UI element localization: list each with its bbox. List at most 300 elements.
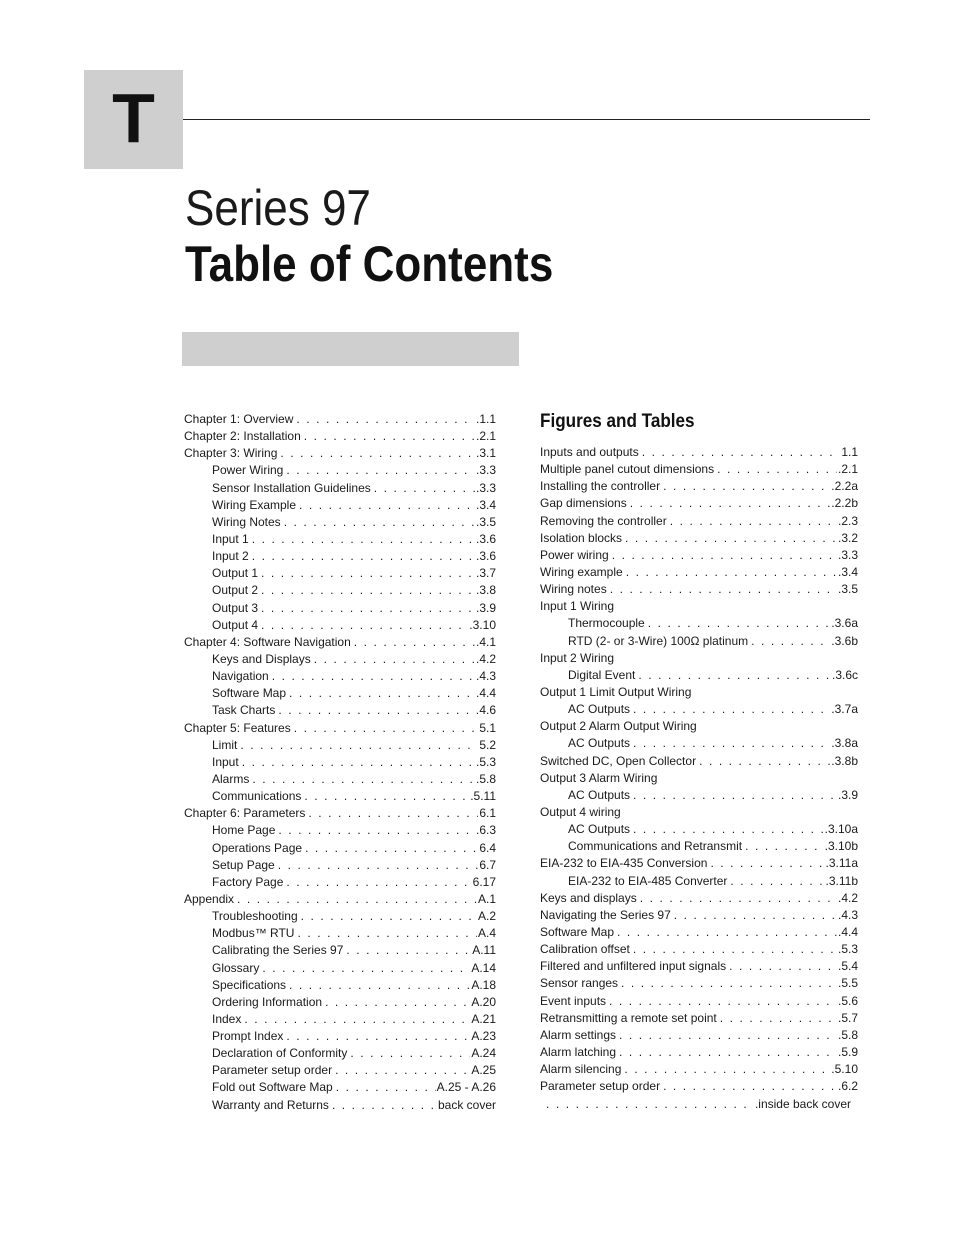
entry-label: Input — [212, 754, 239, 769]
toc-entry[interactable] — [184, 582, 496, 599]
dot-leader — [346, 942, 471, 959]
entry-label: Thermocouple — [568, 616, 645, 631]
entry-label: Wiring Example — [212, 497, 297, 512]
dot-leader — [308, 805, 478, 822]
entry-label: Communications — [212, 789, 302, 804]
entry-label: Inputs and outputs — [540, 445, 639, 459]
dot-leader — [237, 891, 477, 908]
toc-entry[interactable] — [184, 702, 496, 719]
entry-label: Navigating the Series 97 — [540, 907, 671, 922]
entry-label: Keys and Displays — [212, 651, 311, 666]
toc-entry[interactable] — [184, 771, 496, 788]
entry-label: Output 3 — [212, 600, 259, 615]
entry-label: Parameter setup order — [540, 1079, 661, 1094]
dot-leader — [278, 857, 479, 874]
entry-label: Chapter 3: Wiring — [184, 446, 278, 461]
entry-page: .3.6a — [831, 616, 858, 631]
toc-entry[interactable] — [184, 428, 496, 445]
dot-leader — [663, 478, 830, 495]
dot-leader — [278, 822, 475, 839]
entry-label: Sensor Installation Guidelines — [212, 480, 371, 495]
entry-label: Appendix — [184, 891, 235, 906]
dot-leader — [609, 993, 837, 1010]
entry-page: A.2 — [477, 909, 496, 924]
dot-leader — [624, 1061, 830, 1078]
entry-page: 6.4 — [479, 840, 496, 855]
entry-page: .5.3 — [837, 942, 858, 957]
entry-page: .5.4 — [837, 959, 858, 974]
entry-page: .5.7 — [837, 1010, 858, 1025]
toc-entry[interactable] — [540, 975, 858, 992]
dot-leader — [699, 753, 830, 770]
dot-leader — [638, 667, 831, 684]
entry-label: Alarm silencing — [540, 1062, 622, 1077]
entry-label: RTD (2- or 3-Wire) 100Ω platinum — [568, 633, 749, 648]
dot-leader — [304, 788, 469, 805]
entry-label: Output 3 Alarm Wiring — [540, 770, 658, 785]
dot-leader — [610, 581, 837, 598]
dot-leader — [633, 787, 837, 804]
entry-label: Retransmitting a remote set point — [540, 1010, 717, 1025]
toc-entry[interactable] — [540, 787, 858, 804]
entry-label: Warranty and Returns — [212, 1097, 329, 1112]
entry-label: Keys and displays — [540, 890, 637, 905]
toc-entry[interactable] — [184, 1079, 496, 1096]
entry-label: Chapter 1: Overview — [184, 412, 294, 426]
toc-entry[interactable] — [540, 547, 858, 564]
toc-entry[interactable] — [540, 1044, 858, 1061]
decorative-bar — [182, 332, 519, 366]
toc-entry[interactable] — [184, 908, 496, 925]
entry-label: Input 1 Wiring — [540, 599, 615, 614]
entry-page: A.4 — [477, 926, 496, 941]
entry-label: Wiring example — [540, 564, 623, 579]
entry-label: Chapter 6: Parameters — [184, 806, 306, 821]
entry-page: .5.8 — [837, 1027, 858, 1042]
entry-page: .3.7a — [831, 702, 858, 717]
entry-page: .4.3 — [475, 669, 496, 684]
entry-label: Navigation — [212, 669, 269, 684]
entry-page: .2.1 — [837, 462, 858, 477]
toc-entry[interactable] — [184, 548, 496, 565]
dot-leader — [335, 1062, 470, 1079]
toc-entry[interactable] — [540, 958, 858, 975]
entry-page: .3.4 — [837, 564, 858, 579]
page-title-series: Series 97 — [185, 180, 371, 236]
dot-leader — [626, 564, 837, 581]
entry-label: Communications and Retransmit — [568, 839, 743, 854]
entry-page: A.11 — [472, 943, 496, 958]
dot-leader — [710, 855, 824, 872]
entry-label: Calibrating the Series 97 — [212, 943, 344, 958]
entry-label: Alarm latching — [540, 1044, 617, 1059]
toc-entry[interactable] — [540, 581, 858, 598]
toc-entry[interactable] — [184, 600, 496, 617]
toc-entry[interactable] — [540, 718, 858, 735]
dot-leader — [314, 651, 475, 668]
entry-label: Digital Event — [568, 667, 636, 682]
toc-entry[interactable] — [184, 960, 496, 977]
toc-entry[interactable] — [540, 564, 858, 581]
dot-leader — [261, 582, 475, 599]
dot-leader — [252, 531, 475, 548]
dot-leader — [619, 1044, 837, 1061]
toc-entry[interactable] — [540, 615, 858, 632]
toc-entry[interactable] — [540, 770, 858, 787]
entry-page: .2.1 — [475, 429, 496, 444]
dot-leader — [296, 411, 475, 428]
toc-entry[interactable] — [184, 617, 496, 634]
toc-entry[interactable] — [184, 977, 496, 994]
toc-entry[interactable] — [540, 1027, 858, 1044]
toc-entry[interactable] — [184, 497, 496, 514]
entry-page: A.21 — [471, 1011, 496, 1026]
entry-page: .4.2 — [837, 890, 858, 905]
entry-page: .3.2 — [837, 530, 858, 545]
dot-leader — [286, 1028, 470, 1045]
entry-label: Software Map — [540, 924, 615, 939]
entry-label: Power Wiring — [212, 463, 284, 478]
entry-label: EIA-232 to EIA-435 Conversion — [540, 856, 708, 871]
dot-leader — [717, 461, 837, 478]
toc-entry[interactable] — [540, 650, 858, 667]
entry-page: A.25 — [471, 1063, 496, 1078]
toc-entry[interactable] — [184, 668, 496, 685]
entry-label: Parameter setup order — [212, 1063, 333, 1078]
dot-leader — [242, 754, 475, 771]
entry-page: .3.4 — [475, 497, 496, 512]
dot-leader — [642, 444, 841, 461]
entry-label: Software Map — [212, 686, 287, 701]
entry-page: .3.6 — [475, 531, 496, 546]
dot-leader — [630, 495, 831, 512]
toc-entry[interactable] — [540, 821, 858, 838]
entry-label: Input 2 Wiring — [540, 650, 615, 665]
entry-label: Event inputs — [540, 993, 607, 1008]
toc-entry[interactable] — [184, 1028, 496, 1045]
toc-entry[interactable] — [184, 942, 496, 959]
dot-leader — [261, 600, 475, 617]
toc-entry[interactable] — [540, 513, 858, 530]
entry-page: .3.5 — [837, 582, 858, 597]
entry-label: Gap dimensions — [540, 496, 627, 511]
entry-page: .3.9 — [475, 600, 496, 615]
entry-label: Wiring Notes — [212, 514, 281, 529]
entry-label: Specifications — [212, 977, 287, 992]
page-title-toc: Table of Contents — [185, 236, 554, 292]
dot-leader — [289, 685, 475, 702]
entry-page: A.25 - A.26 — [436, 1080, 496, 1095]
dot-leader — [633, 701, 830, 718]
toc-entry[interactable] — [184, 822, 496, 839]
entry-page: .4.4 — [837, 924, 858, 939]
toc-entry[interactable] — [184, 925, 496, 942]
entry-page: .1.1 — [475, 412, 496, 426]
toc-entry[interactable] — [184, 531, 496, 548]
entry-label: Output 2 Alarm Output Wiring — [540, 719, 697, 734]
entry-label: Glossary — [212, 960, 260, 975]
entry-page: 5.2 — [479, 737, 496, 752]
dot-leader — [336, 1079, 436, 1096]
entry-label: Switched DC, Open Collector — [540, 753, 697, 768]
entry-page: .6.2 — [837, 1079, 858, 1094]
entry-label: Sensor ranges — [540, 976, 619, 991]
entry-page: A.23 — [471, 1029, 496, 1044]
entry-label: Troubleshooting — [212, 909, 298, 924]
dot-leader — [751, 633, 830, 650]
dot-leader — [730, 873, 824, 890]
entry-page: .2.2a — [831, 479, 858, 494]
dot-leader — [252, 771, 475, 788]
toc-entry[interactable] — [184, 1062, 496, 1079]
toc-entry[interactable] — [540, 890, 858, 907]
entry-label: Wiring notes — [540, 582, 607, 597]
dot-leader — [350, 1045, 470, 1062]
dot-leader — [286, 874, 471, 891]
entry-label: Home Page — [212, 823, 276, 838]
dot-leader — [252, 548, 475, 565]
toc-entry[interactable] — [184, 445, 496, 462]
entry-page: A.1 — [477, 891, 496, 906]
entry-page: .5.8 — [475, 771, 496, 786]
toc-entry[interactable] — [184, 857, 496, 874]
dot-leader — [301, 908, 477, 925]
dot-leader — [286, 462, 475, 479]
toc-entry[interactable] — [540, 941, 858, 958]
figures-last-page: .inside back cover — [754, 1097, 851, 1111]
entry-label: Installing the controller — [540, 479, 661, 494]
dot-leader — [294, 720, 479, 737]
dot-leader — [621, 975, 837, 992]
entry-page: .4.1 — [475, 634, 496, 649]
entry-label: Chapter 2: Installation — [184, 429, 301, 444]
toc-entry[interactable] — [540, 924, 858, 941]
dot-leader — [374, 480, 475, 497]
dot-leader — [619, 1027, 837, 1044]
dot-leader — [289, 977, 470, 994]
entry-page: A.14 — [471, 960, 496, 975]
entry-page: 6.1 — [479, 806, 496, 821]
entry-page: 5.1 — [479, 720, 496, 735]
dot-leader — [633, 821, 824, 838]
toc-entry[interactable] — [184, 411, 496, 428]
dot-leader — [299, 497, 475, 514]
entry-page: .3.9 — [837, 787, 858, 802]
entry-page: .5.11 — [470, 789, 496, 804]
toc-entry[interactable] — [184, 462, 496, 479]
toc-entry[interactable] — [540, 701, 858, 718]
dot-leader — [625, 530, 837, 547]
entry-label: Isolation blocks — [540, 530, 623, 545]
entry-label: Setup Page — [212, 857, 275, 872]
entry-page: .3.10a — [824, 822, 858, 837]
dot-leader — [304, 428, 475, 445]
entry-page: 6.17 — [472, 874, 496, 889]
figures-list — [540, 444, 858, 1095]
toc-entry[interactable] — [184, 805, 496, 822]
dot-leader — [261, 617, 468, 634]
entry-page: .5.3 — [475, 754, 496, 769]
entry-page: .6.3 — [475, 823, 496, 838]
toc-entry[interactable] — [540, 684, 858, 701]
toc-entry[interactable] — [184, 1097, 496, 1114]
entry-page: .5.6 — [837, 993, 858, 1008]
toc-entry[interactable] — [540, 598, 858, 615]
entry-page: .3.5 — [475, 514, 496, 529]
dot-leader — [284, 514, 475, 531]
toc-entry[interactable] — [184, 994, 496, 1011]
toc-entry[interactable] — [184, 514, 496, 531]
entry-label: Factory Page — [212, 874, 284, 889]
dot-leader — [280, 445, 475, 462]
dot-leader — [325, 994, 470, 1011]
toc-entry[interactable] — [184, 480, 496, 497]
toc-entry[interactable] — [540, 461, 858, 478]
entry-label: EIA-232 to EIA-485 Converter — [568, 873, 728, 888]
entry-label: Output 2 — [212, 583, 259, 598]
toc-entry[interactable] — [540, 530, 858, 547]
toc-entry[interactable] — [540, 444, 858, 461]
toc-entry[interactable] — [184, 754, 496, 771]
dot-leader — [354, 634, 475, 651]
toc-entry[interactable] — [540, 804, 858, 821]
toc-entry[interactable] — [184, 1045, 496, 1062]
dot-leader — [332, 1097, 437, 1114]
entry-label: Ordering Information — [212, 994, 323, 1009]
dot-leader — [272, 668, 475, 685]
entry-page: 4.6 — [479, 703, 496, 718]
dot-leader — [546, 1096, 753, 1113]
entry-page: .5.9 — [837, 1044, 858, 1059]
dot-leader — [278, 702, 478, 719]
toc-entry[interactable] — [540, 1078, 858, 1095]
header-rule — [183, 119, 870, 120]
entry-page: .3.1 — [475, 446, 496, 461]
entry-page: .3.3 — [837, 547, 858, 562]
toc-entry[interactable] — [540, 855, 858, 872]
entry-label: AC Outputs — [568, 787, 631, 802]
entry-label: Operations Page — [212, 840, 303, 855]
entry-page: A.24 — [471, 1046, 496, 1061]
entry-page: .4.4 — [475, 686, 496, 701]
toc-entry[interactable] — [540, 1010, 858, 1027]
entry-label: Output 1 — [212, 566, 259, 581]
toc-entry[interactable] — [540, 1061, 858, 1078]
entry-label: Output 1 Limit Output Wiring — [540, 684, 692, 699]
entry-page: .3.10 — [469, 617, 496, 632]
dot-leader — [617, 924, 837, 941]
entry-label: Prompt Index — [212, 1029, 284, 1044]
entry-label: Alarms — [212, 771, 250, 786]
entry-label: Modbus™ RTU — [212, 926, 295, 941]
entry-label: Filtered and unfiltered input signals — [540, 959, 727, 974]
entry-label: Task Charts — [212, 703, 276, 718]
figures-last-entry[interactable] — [546, 1096, 851, 1113]
chapter-tab — [84, 70, 183, 169]
toc-entry[interactable] — [540, 753, 858, 770]
entry-label: Alarm settings — [540, 1027, 617, 1042]
entry-page: .3.3 — [475, 463, 496, 478]
dot-leader — [262, 960, 470, 977]
entry-page: .3.8 — [475, 583, 496, 598]
entry-page: .4.2 — [475, 651, 496, 666]
toc-entry[interactable] — [184, 651, 496, 668]
toc-entry[interactable] — [540, 907, 858, 924]
entry-page: A.18 — [471, 977, 496, 992]
toc-entry[interactable] — [184, 874, 496, 891]
toc-entry[interactable] — [184, 737, 496, 754]
entry-page: 6.7 — [479, 857, 496, 872]
entry-page: .3.8a — [831, 736, 858, 751]
toc-entry[interactable] — [540, 993, 858, 1010]
entry-page: .2.3 — [837, 513, 858, 528]
dot-leader — [297, 925, 477, 942]
entry-label: AC Outputs — [568, 702, 631, 717]
toc-entry[interactable] — [540, 838, 858, 855]
dot-leader — [745, 838, 824, 855]
entry-label: Chapter 4: Software Navigation — [184, 634, 351, 649]
entry-label: Input 2 — [212, 549, 249, 564]
figures-heading: Figures and Tables — [540, 411, 695, 432]
entry-label: Output 4 wiring — [540, 804, 621, 819]
toc-entry[interactable] — [184, 634, 496, 651]
toc-entry[interactable] — [540, 495, 858, 512]
dot-leader — [305, 840, 478, 857]
dot-leader — [720, 1010, 837, 1027]
entry-label: AC Outputs — [568, 822, 631, 837]
toc-entry[interactable] — [184, 788, 496, 805]
entry-label: Input 1 — [212, 531, 249, 546]
toc-entry[interactable] — [540, 633, 858, 650]
entry-label: Removing the controller — [540, 513, 667, 528]
dot-leader — [244, 1011, 470, 1028]
entry-label: AC Outputs — [568, 736, 631, 751]
dot-leader — [729, 958, 837, 975]
entry-page: .3.8b — [831, 753, 858, 768]
toc-entry[interactable] — [184, 891, 496, 908]
entry-page: back cover — [437, 1097, 496, 1112]
entry-label: Multiple panel cutout dimensions — [540, 462, 715, 477]
chapter-tab-letter: T — [112, 79, 155, 157]
toc-entry[interactable] — [540, 478, 858, 495]
dot-leader — [261, 565, 475, 582]
toc-list — [184, 411, 496, 1114]
entry-page: .2.2b — [831, 496, 858, 511]
toc-entry[interactable] — [540, 735, 858, 752]
entry-page: .3.7 — [475, 566, 496, 581]
toc-entry[interactable] — [184, 685, 496, 702]
toc-entry[interactable] — [540, 873, 858, 890]
toc-entry[interactable] — [540, 667, 858, 684]
entry-page: 1.1 — [841, 445, 858, 459]
toc-entry[interactable] — [184, 565, 496, 582]
toc-entry[interactable] — [184, 1011, 496, 1028]
dot-leader — [663, 1078, 837, 1095]
entry-page: .3.11a — [825, 856, 858, 871]
entry-page: .5.10 — [831, 1062, 858, 1077]
entry-label: Power wiring — [540, 547, 609, 562]
entry-label: Fold out Software Map — [212, 1080, 333, 1095]
toc-entry[interactable] — [184, 840, 496, 857]
entry-page: A.20 — [471, 994, 496, 1009]
entry-label: Calibration offset — [540, 942, 630, 957]
entry-page: .3.11b — [825, 873, 858, 888]
entry-page: .3.6c — [831, 667, 858, 682]
dot-leader — [633, 735, 830, 752]
entry-label: Declaration of Conformity — [212, 1046, 348, 1061]
entry-page: .3.6 — [475, 549, 496, 564]
toc-entry[interactable] — [184, 720, 496, 737]
